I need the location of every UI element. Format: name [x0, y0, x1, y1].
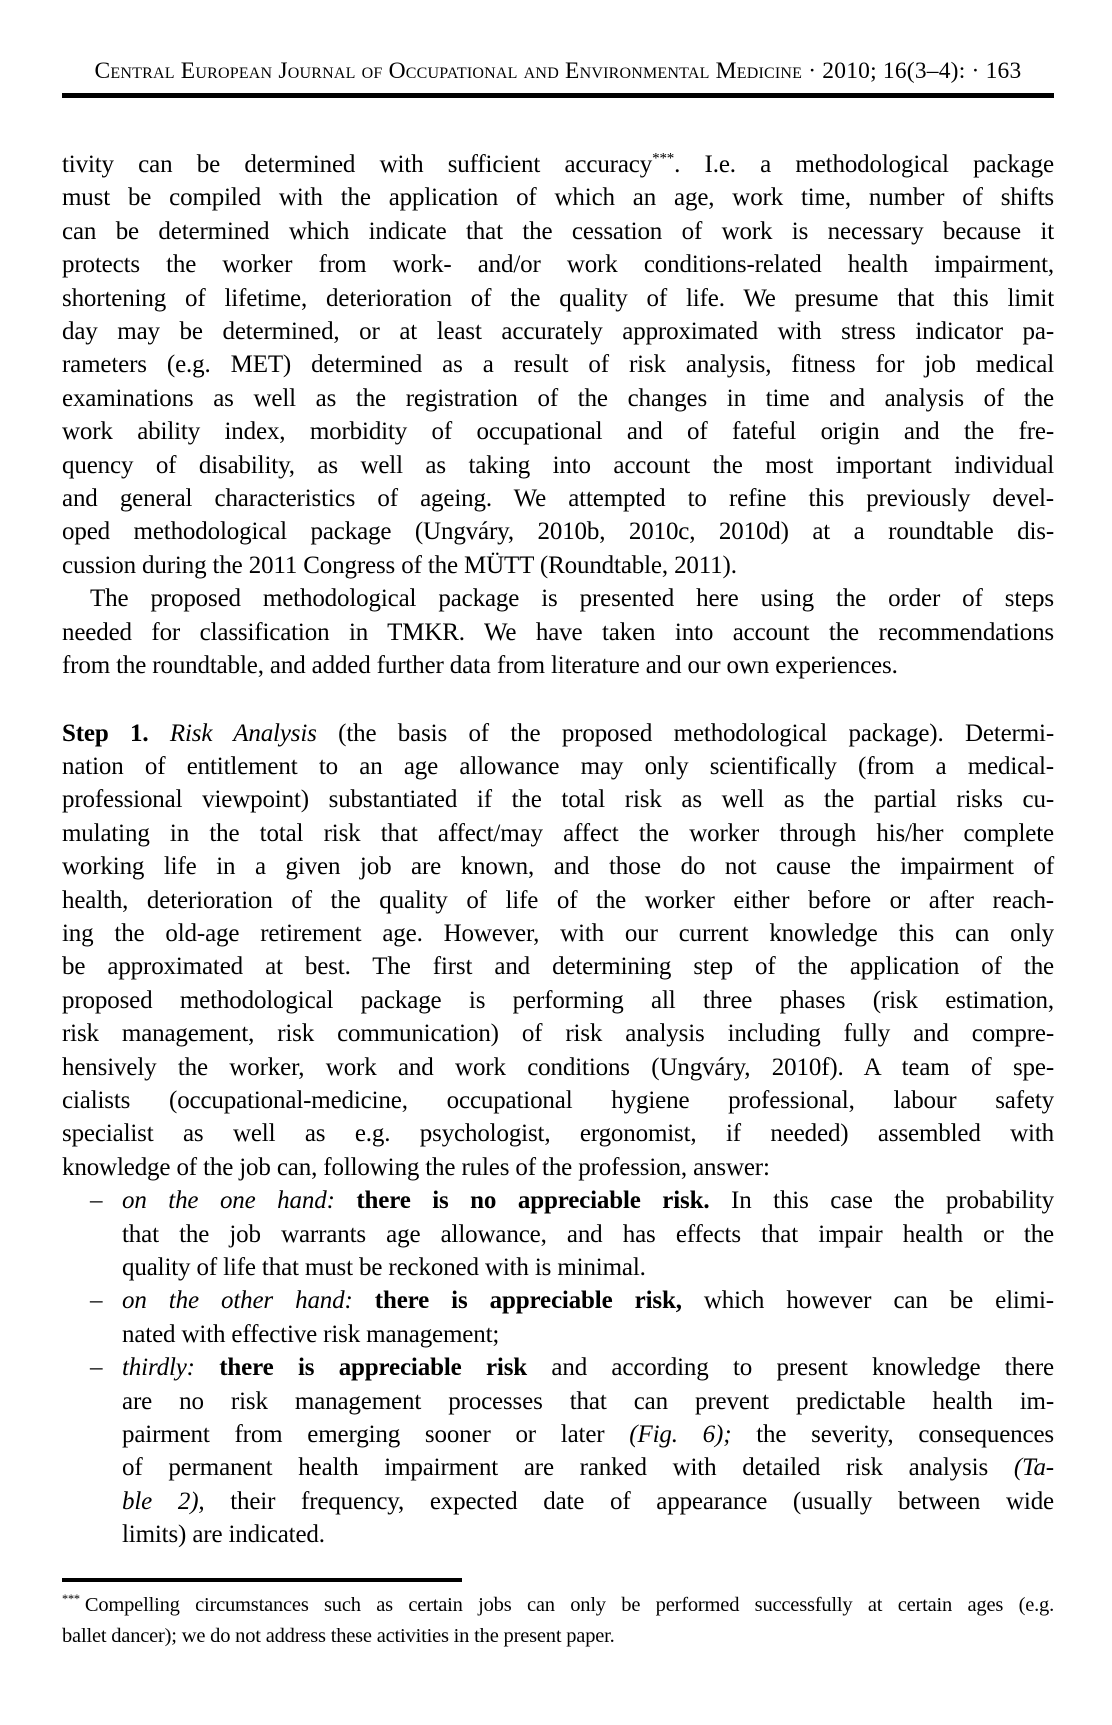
text-line: proposed methodological package is performing all three phases (risk estimation,	[62, 986, 1054, 1014]
text-line: limits) are indicated.	[122, 1521, 325, 1549]
text-line: are no risk management processes that can prevent predictable health im-	[122, 1387, 1054, 1415]
text-line: hensively the worker, work and work conditions (Ungváry, 2010f). A team of spe-	[62, 1053, 1054, 1081]
text-line: mulating in the total risk that affect/may affect the worker through his/her complete	[62, 819, 1054, 847]
text-line: *** Compelling circumstances such as certain jobs can only be performed successfully at certain ages (e.g.	[62, 1591, 1054, 1616]
text-line: be approximated at best. The first and determining step of the application of the	[62, 953, 1054, 981]
text-line: that the job warrants age allowance, and has effects that impair health or the	[122, 1220, 1054, 1248]
text-line: must be compiled with the application of which an age, work time, number of shifts	[62, 184, 1054, 212]
paragraph-2	[62, 582, 1054, 682]
text-line: thirdly: there is appreciable risk and according to present knowledge there	[122, 1354, 1054, 1382]
text-line: risk management, risk communication) of risk analysis including fully and compre-	[62, 1020, 1054, 1048]
text-line: Step 1. Risk Analysis (the basis of the proposed methodological package). Determi-	[62, 719, 1054, 747]
text-line: oped methodological package (Ungváry, 2010b, 2010c, 2010d) at a roundtable dis-	[62, 518, 1054, 546]
text-line: needed for classification in TMKR. We have taken into account the recommendations	[62, 618, 1054, 646]
text-line: quality of life that must be reckoned with is minimal.	[122, 1254, 646, 1281]
text-line: nated with effective risk management;	[122, 1320, 500, 1348]
dash-marker: –	[90, 1187, 103, 1215]
text-line: rameters (e.g. MET) determined as a result of risk analysis, fitness for job medical	[62, 351, 1054, 379]
list-item-1	[62, 1184, 1054, 1284]
text-line: ble 2), their frequency, expected date of appearance (usually between wide	[122, 1487, 1054, 1515]
text-line: shortening of lifetime, deterioration of the quality of life. We presume that this limit	[62, 284, 1054, 312]
text-line: examinations as well as the registration of the changes in time and analysis of the	[62, 384, 1054, 412]
paragraph-1	[62, 148, 1054, 582]
footnote	[62, 1590, 1054, 1652]
text-line: on the one hand: there is no appreciable risk. In this case the probability	[122, 1187, 1054, 1215]
text-line: ing the old-age retirement age. However, with our current knowledge this can only	[62, 919, 1054, 947]
dash-marker: –	[90, 1354, 103, 1382]
list-item-2	[62, 1284, 1054, 1351]
text-line: quency of disability, as well as taking into account the most important individual	[62, 451, 1054, 479]
step-1-paragraph	[62, 717, 1054, 1185]
text-line: can be determined which indicate that the cessation of work is necessary because it	[62, 217, 1054, 245]
footnote-rule	[62, 1578, 462, 1582]
dash-marker: –	[90, 1287, 103, 1315]
text-line: from the roundtable, and added further data from literature and our own experiences.	[62, 652, 898, 680]
header-rule	[62, 93, 1054, 98]
text-line: day may be determined, or at least accurately approximated with stress indicator pa-	[62, 318, 1054, 346]
text-line: pairment from emerging sooner or later (Fig. 6); the severity, consequences	[122, 1421, 1054, 1449]
text-line: tivity can be determined with sufficient accuracy***. I.e. a methodological package	[62, 150, 1054, 178]
text-line: on the other hand: there is appreciable risk, which however can be elimi-	[122, 1287, 1054, 1315]
text-line: professional viewpoint) substantiated if the total risk as well as the partial risks cu-	[62, 786, 1054, 814]
text-line: protects the worker from work- and/or work conditions-related health impairment,	[62, 251, 1054, 279]
list-item-3	[62, 1351, 1054, 1551]
text-line: of permanent health impairment are ranked with detailed risk analysis (Ta-	[122, 1454, 1054, 1482]
text-line: ballet dancer); we do not address these activities in the present paper.	[62, 1624, 615, 1647]
text-line: cialists (occupational-medicine, occupational hygiene professional, labour safety	[62, 1086, 1054, 1114]
text-line: working life in a given job are known, and those do not cause the impairment of	[62, 853, 1054, 881]
text-line: specialist as well as e.g. psychologist, ergonomist, if needed) assembled with	[62, 1120, 1054, 1148]
text-line: cussion during the 2011 Congress of the MÜTT (Roundtable, 2011).	[62, 551, 737, 579]
text-line: The proposed methodological package is presented here using the order of steps	[90, 585, 1054, 613]
journal-header: Central European Journal of Occupational and Environmental Medicine · 2010; 16(3–4): · 163	[94, 58, 1022, 84]
text-line: health, deterioration of the quality of life of the worker either before or after reach-	[62, 886, 1054, 914]
text-line: work ability index, morbidity of occupational and of fateful origin and the fre-	[62, 418, 1054, 446]
text-line: and general characteristics of ageing. We attempted to refine this previously devel-	[62, 485, 1054, 513]
text-line: nation of entitlement to an age allowance may only scientifically (from a medical-	[62, 752, 1054, 780]
document-body	[62, 148, 1054, 1552]
text-line: knowledge of the job can, following the rules of the profession, answer:	[62, 1153, 770, 1181]
